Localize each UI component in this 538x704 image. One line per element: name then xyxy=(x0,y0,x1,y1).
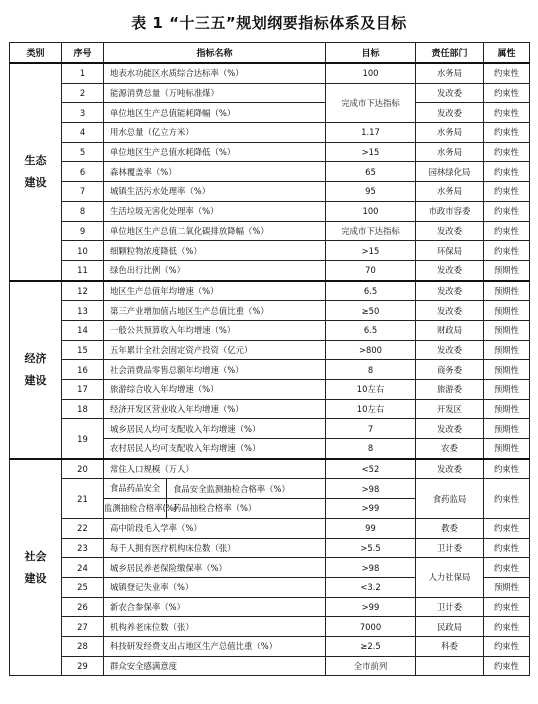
table-row: 10 细颗粒物浓度降低（%） >15 环保局 约束性 xyxy=(10,241,530,261)
table-header-row xyxy=(10,43,530,64)
table-row: 19 城乡居民人均可支配收入年均增速（%） 7 发改委 预期性 xyxy=(10,419,530,439)
table-row: 23 每千人拥有医疗机构床位数（张） >5.5 卫计委 约束性 xyxy=(10,538,530,558)
table-row: 6 森林覆盖率（%） 65 园林绿化局 约束性 xyxy=(10,162,530,182)
header-target: 目标 xyxy=(326,43,416,64)
food-drug-group-label-2: 监测抽检合格率(%) xyxy=(104,499,167,518)
category-econ: 经济 建设 xyxy=(10,281,62,459)
table-row: 生态 建设 1 地表水功能区水质综合达标率（%） 100 水务局 约束性 xyxy=(10,63,530,83)
table-row: 21 食品药品安全 食品安全监测抽检合格率（%） >98 食药监局 约束性 xyxy=(10,479,530,499)
table-row: 16 社会消费品零售总额年均增速（%） 8 商务委 预期性 xyxy=(10,360,530,380)
table-row: 经济 建设 12 地区生产总值年均增速（%） 6.5 发改委 预期性 xyxy=(10,281,530,301)
table-row: 28 科技研发经费支出占地区生产总值比重（%） ≥2.5 科委 约束性 xyxy=(10,636,530,656)
category-society: 社会 建设 xyxy=(10,459,62,676)
table-row: 14 一般公共预算收入年均增速（%） 6.5 财政局 预期性 xyxy=(10,320,530,340)
table-row: 26 新农合参保率（%） >99 卫计委 约束性 xyxy=(10,597,530,617)
table-row: 11 绿色出行比例（%） 70 发改委 预期性 xyxy=(10,260,530,280)
table-row: 18 经济开发区营业收入年均增速（%） 10左右 开发区 预期性 xyxy=(10,399,530,419)
table-row: 5 单位地区生产总值水耗降低（%） >15 水务局 约束性 xyxy=(10,142,530,162)
header-category: 类别 xyxy=(10,43,62,64)
table-row: 监测抽检合格率(%) 药品抽检合格率（%） >99 xyxy=(10,499,530,519)
food-drug-group-label: 食品药品安全 xyxy=(104,479,167,498)
table-row: 社会 建设 20 常住人口规模（万人） <52 发改委 约束性 xyxy=(10,459,530,479)
table-row: 27 机构养老床位数（张） 7000 民政局 约束性 xyxy=(10,617,530,637)
table-row: 24 城乡居民养老保险缴保率（%） >98 人力社保局 约束性 xyxy=(10,558,530,578)
table-row: 25 城镇登记失业率（%） <3.2 预期性 xyxy=(10,577,530,597)
table-row: 13 第三产业增加值占地区生产总值比重（%） ≥50 发改委 预期性 xyxy=(10,301,530,321)
table-row: 22 高中阶段毛入学率（%） 99 教委 约束性 xyxy=(10,518,530,538)
header-indicator: 指标名称 xyxy=(104,43,326,64)
indicator-table xyxy=(9,42,530,676)
header-attribute: 属性 xyxy=(484,43,530,64)
table-row: 9 单位地区生产总值二氧化碳排放降幅（%） 完成市下达指标 发改委 约束性 xyxy=(10,221,530,241)
table-row: 3 单位地区生产总值能耗降幅（%） 发改委 约束性 xyxy=(10,103,530,123)
page-title: 表 1 “十三五”规划纲要指标体系及目标 xyxy=(131,14,407,32)
header-department: 责任部门 xyxy=(416,43,484,64)
header-number: 序号 xyxy=(62,43,104,64)
table-row: 农村居民人均可支配收入年均增速（%） 8 农委 预期性 xyxy=(10,439,530,459)
table-row: 7 城镇生活污水处理率（%） 95 水务局 约束性 xyxy=(10,182,530,202)
table-row: 15 五年累计全社会固定资产投资（亿元） >800 发改委 预期性 xyxy=(10,340,530,360)
table-row: 8 生活垃圾无害化处理率（%） 100 市政市容委 约束性 xyxy=(10,201,530,221)
category-eco: 生态 建设 xyxy=(10,63,62,281)
table-row: 17 旅游综合收入年均增速（%） 10左右 旅游委 预期性 xyxy=(10,380,530,400)
table-row: 4 用水总量（亿立方米） 1.17 水务局 约束性 xyxy=(10,123,530,143)
table-row: 2 能源消费总量（万吨标准煤） 完成市下达指标 发改委 约束性 xyxy=(10,83,530,103)
table-row: 29 群众安全感满意度 全市前列 约束性 xyxy=(10,656,530,676)
